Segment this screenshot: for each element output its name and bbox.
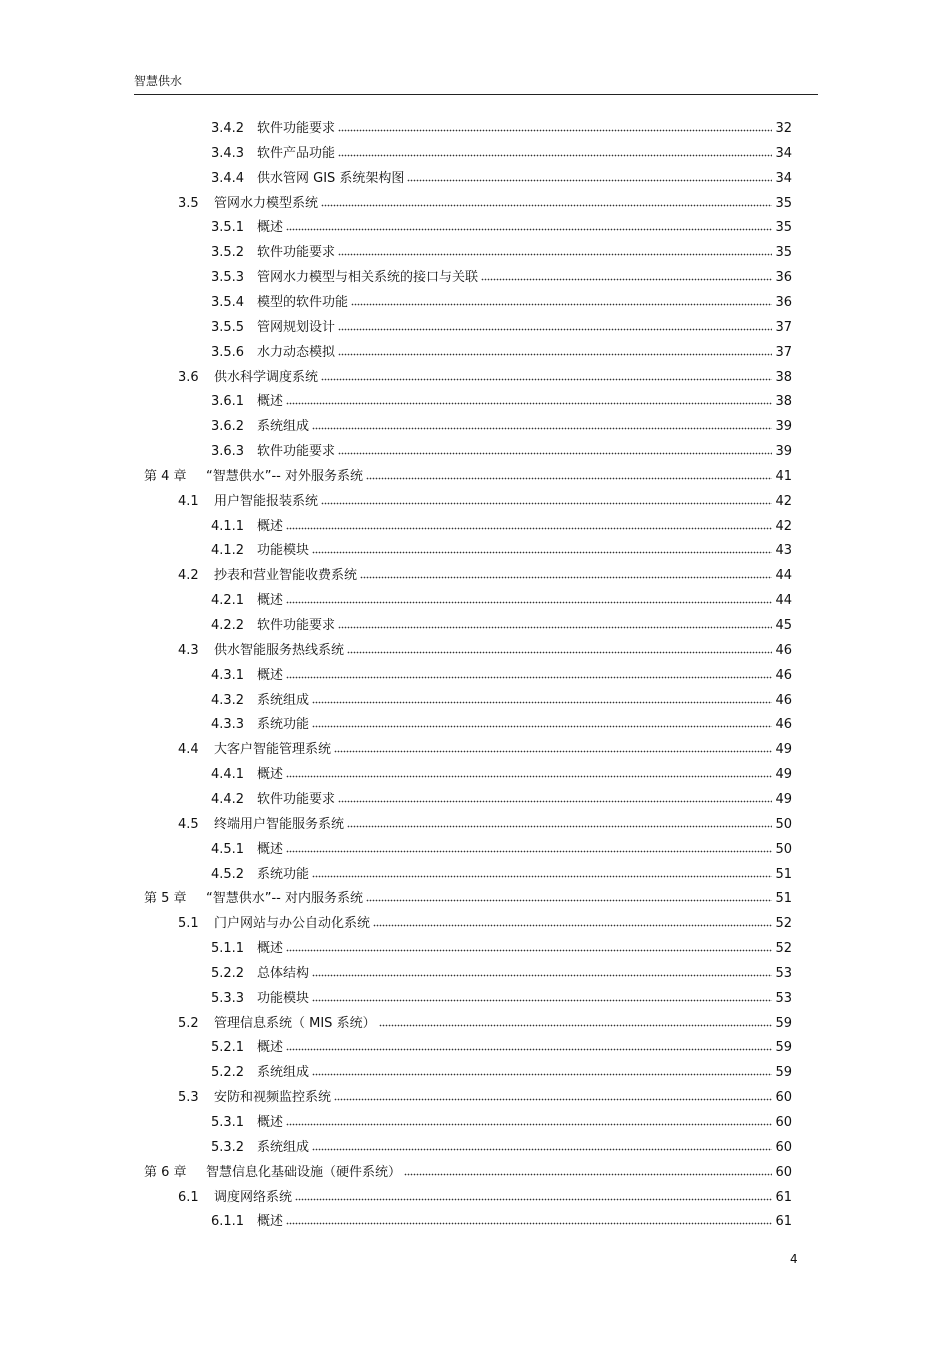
- toc-entry-number: 4.3.2: [211, 693, 245, 708]
- toc-entry-number: 第 5 章: [144, 891, 187, 906]
- toc-entry[interactable]: [144, 464, 792, 484]
- toc-dot-leader: [286, 1221, 772, 1225]
- toc-entry-title: 管网水力模型与相关系统的接口与关联: [257, 270, 479, 285]
- toc-entry-page: 49: [775, 767, 792, 782]
- toc-entry[interactable]: [211, 588, 792, 608]
- toc-entry-number: 3.5.4: [211, 295, 245, 310]
- toc-entry-page: 38: [775, 394, 792, 409]
- toc-entry-number: 第 6 章: [144, 1165, 187, 1180]
- toc-entry-title: 调度网络系统: [214, 1190, 293, 1205]
- toc-entry-number: 5.2: [178, 1016, 199, 1031]
- toc-entry-page: 50: [775, 842, 792, 857]
- toc-entry-title: 系统组成: [257, 693, 310, 708]
- toc-dot-leader: [338, 153, 772, 157]
- toc-entry-page: 34: [775, 146, 792, 161]
- toc-entry-page: 60: [775, 1165, 792, 1180]
- toc-dot-leader: [286, 227, 772, 231]
- toc-entry-page: 51: [775, 867, 792, 882]
- toc-entry[interactable]: [211, 862, 792, 882]
- toc-entry-number: 4.1: [178, 494, 199, 509]
- toc-entry-number: 4.4.2: [211, 792, 245, 807]
- toc-dot-leader: [312, 724, 772, 728]
- toc-entry-title: 功能模块: [257, 991, 310, 1006]
- toc-dot-leader: [481, 277, 772, 281]
- toc-entry-number: 4.5.1: [211, 842, 245, 857]
- toc-entry-page: 34: [775, 171, 792, 186]
- header-title: 智慧供水: [134, 74, 183, 88]
- toc-entry[interactable]: [144, 1160, 792, 1180]
- toc-entry-page: 42: [775, 494, 792, 509]
- toc-entry-page: 46: [775, 693, 792, 708]
- toc-entry-title: 管网水力模型系统: [214, 196, 319, 211]
- toc-entry[interactable]: [211, 1135, 792, 1155]
- toc-entry-number: 4.2.1: [211, 593, 245, 608]
- toc-entry[interactable]: [178, 365, 792, 385]
- toc-entry-title: 概述: [257, 842, 284, 857]
- toc-dot-leader: [286, 526, 772, 530]
- toc-entry-number: 4.2.2: [211, 618, 245, 633]
- toc-entry-title: 终端用户智能服务系统: [214, 817, 345, 832]
- toc-entry-number: 4.1.2: [211, 543, 245, 558]
- toc-entry-title: 系统组成: [257, 1065, 310, 1080]
- toc-entry-number: 6.1: [178, 1190, 199, 1205]
- toc-dot-leader: [286, 1047, 772, 1051]
- toc-dot-leader: [321, 501, 772, 505]
- toc-entry-page: 44: [775, 593, 792, 608]
- toc-dot-leader: [312, 426, 772, 430]
- toc-entry-page: 35: [775, 196, 792, 211]
- toc-entry-page: 59: [775, 1016, 792, 1031]
- toc-entry-title: 概述: [257, 519, 284, 534]
- toc-entry-title: 概述: [257, 1040, 284, 1055]
- toc-entry-page: 61: [775, 1214, 792, 1229]
- toc-entry-page: 46: [775, 643, 792, 658]
- toc-entry-page: 52: [775, 916, 792, 931]
- toc-entry-title: 概述: [257, 767, 284, 782]
- toc-entry-title: 系统功能: [257, 717, 310, 732]
- toc-entry-page: 60: [775, 1090, 792, 1105]
- toc-entry-title: 供水智能服务热线系统: [214, 643, 345, 658]
- toc-dot-leader: [338, 799, 772, 803]
- toc-entry-page: 44: [775, 568, 792, 583]
- toc-entry-number: 4.4: [178, 742, 199, 757]
- toc-entry-number: 5.3.3: [211, 991, 245, 1006]
- toc-entry-title: 系统组成: [257, 419, 310, 434]
- toc-dot-leader: [321, 203, 772, 207]
- toc-entry-page: 32: [775, 121, 792, 136]
- toc-entry-page: 38: [775, 370, 792, 385]
- toc-entry-number: 5.3.2: [211, 1140, 245, 1155]
- toc-dot-leader: [312, 700, 772, 704]
- toc-entry-page: 49: [775, 742, 792, 757]
- toc-entry-page: 36: [775, 270, 792, 285]
- toc-entry-title: 概述: [257, 941, 284, 956]
- toc-entry-number: 4.5: [178, 817, 199, 832]
- toc-dot-leader: [312, 874, 772, 878]
- toc-entry-page: 45: [775, 618, 792, 633]
- toc-entry-title: 系统功能: [257, 867, 310, 882]
- toc-dot-leader: [286, 849, 772, 853]
- toc-entry-number: 3.5.1: [211, 220, 245, 235]
- toc-entry-page: 35: [775, 220, 792, 235]
- toc-dot-leader: [286, 401, 772, 405]
- toc-entry-number: 6.1.1: [211, 1214, 245, 1229]
- toc-entry-title: 水力动态模拟: [257, 345, 336, 360]
- toc-dot-leader: [366, 898, 772, 902]
- toc-entry[interactable]: [178, 638, 792, 658]
- toc-entry-number: 5.2.1: [211, 1040, 245, 1055]
- toc-entry-title: 管理信息系统（ MIS 系统）: [214, 1016, 376, 1031]
- toc-entry[interactable]: [211, 613, 792, 633]
- toc-entry-number: 4.4.1: [211, 767, 245, 782]
- toc-entry-number: 4.2: [178, 568, 199, 583]
- toc-dot-leader: [312, 1147, 772, 1151]
- toc-entry-number: 3.6.3: [211, 444, 245, 459]
- toc-dot-leader: [347, 650, 772, 654]
- toc-entry-number: 3.6.2: [211, 419, 245, 434]
- toc-dot-leader: [338, 625, 772, 629]
- toc-entry[interactable]: [178, 812, 792, 832]
- toc-dot-leader: [312, 973, 772, 977]
- toc-entry-title: 概述: [257, 593, 284, 608]
- toc-dot-leader: [347, 824, 772, 828]
- toc-dot-leader: [286, 675, 772, 679]
- toc-dot-leader: [338, 128, 772, 132]
- toc-entry-title: 安防和视频监控系统: [214, 1090, 332, 1105]
- toc-entry[interactable]: [178, 911, 792, 931]
- toc-entry-page: 53: [775, 991, 792, 1006]
- toc-entry-number: 3.6.1: [211, 394, 245, 409]
- toc-entry[interactable]: [211, 762, 792, 782]
- toc-entry-title: “智慧供水”-- 对内服务系统: [206, 891, 363, 906]
- toc-entry-title: 软件功能要求: [257, 618, 336, 633]
- toc-entry-number: 3.5.3: [211, 270, 245, 285]
- toc-entry[interactable]: [211, 240, 792, 260]
- toc-entry-number: 3.4.4: [211, 171, 245, 186]
- toc-entry[interactable]: [211, 414, 792, 434]
- toc-dot-leader: [334, 1097, 772, 1101]
- toc-entry-page: 59: [775, 1065, 792, 1080]
- toc-entry-title: 总体结构: [257, 966, 310, 981]
- toc-entry-number: 5.1: [178, 916, 199, 931]
- toc-entry[interactable]: [211, 315, 792, 335]
- toc-entry[interactable]: [211, 1209, 792, 1229]
- toc-dot-leader: [338, 252, 772, 256]
- toc-dot-leader: [366, 476, 772, 480]
- page-number: 4: [790, 1252, 798, 1266]
- toc-entry-page: 52: [775, 941, 792, 956]
- toc-entry[interactable]: [211, 116, 792, 136]
- toc-dot-leader: [334, 749, 772, 753]
- toc-entry-page: 39: [775, 419, 792, 434]
- toc-entry[interactable]: [178, 1085, 792, 1105]
- toc-entry-page: 61: [775, 1190, 792, 1205]
- toc-entry-title: 概述: [257, 220, 284, 235]
- toc-dot-leader: [360, 575, 772, 579]
- toc-entry-page: 50: [775, 817, 792, 832]
- toc-entry[interactable]: [178, 489, 792, 509]
- toc-entry-number: 4.5.2: [211, 867, 245, 882]
- toc-entry-title: 软件功能要求: [257, 121, 336, 136]
- toc-entry-title: 概述: [257, 394, 284, 409]
- toc-entry-title: 模型的软件功能: [257, 295, 349, 310]
- toc-entry[interactable]: [211, 290, 792, 310]
- toc-dot-leader: [338, 352, 772, 356]
- toc-entry-number: 5.3: [178, 1090, 199, 1105]
- toc-entry-page: 43: [775, 543, 792, 558]
- toc-entry-page: 36: [775, 295, 792, 310]
- toc-entry-page: 59: [775, 1040, 792, 1055]
- toc-entry-title: 大客户智能管理系统: [214, 742, 332, 757]
- toc-entry[interactable]: [211, 1060, 792, 1080]
- toc-entry-title: 概述: [257, 1214, 284, 1229]
- toc-entry-title: 管网规划设计: [257, 320, 336, 335]
- toc-entry-number: 3.4.2: [211, 121, 245, 136]
- toc-entry-page: 51: [775, 891, 792, 906]
- toc-dot-leader: [351, 302, 772, 306]
- toc-entry[interactable]: [178, 191, 792, 211]
- toc-dot-leader: [286, 600, 772, 604]
- toc-entry[interactable]: [211, 439, 792, 459]
- toc-dot-leader: [286, 948, 772, 952]
- toc-entry-page: 46: [775, 668, 792, 683]
- toc-entry-title: 智慧信息化基础设施（硬件系统）: [206, 1165, 402, 1180]
- toc-dot-leader: [338, 451, 772, 455]
- toc-entry-page: 60: [775, 1140, 792, 1155]
- toc-dot-leader: [379, 1023, 773, 1027]
- toc-entry[interactable]: [178, 1185, 792, 1205]
- toc-entry-page: 49: [775, 792, 792, 807]
- toc-entry[interactable]: [211, 265, 792, 285]
- toc-entry[interactable]: [178, 563, 792, 583]
- toc-entry-number: 3.5.6: [211, 345, 245, 360]
- toc-entry-number: 5.2.2: [211, 1065, 245, 1080]
- toc-entry[interactable]: [211, 514, 792, 534]
- toc-dot-leader: [321, 377, 772, 381]
- toc-entry-page: 35: [775, 245, 792, 260]
- toc-entry-title: 软件功能要求: [257, 792, 336, 807]
- toc-dot-leader: [407, 178, 772, 182]
- toc-entry-title: 软件功能要求: [257, 245, 336, 260]
- toc-entry-number: 5.1.1: [211, 941, 245, 956]
- toc-entry-number: 3.6: [178, 370, 199, 385]
- toc-entry-page: 53: [775, 966, 792, 981]
- toc-entry[interactable]: [178, 737, 792, 757]
- toc-entry-number: 3.5.5: [211, 320, 245, 335]
- toc-entry-number: 5.3.1: [211, 1115, 245, 1130]
- toc-entry-title: 软件功能要求: [257, 444, 336, 459]
- toc-dot-leader: [404, 1172, 772, 1176]
- toc-dot-leader: [286, 774, 772, 778]
- toc-entry[interactable]: [211, 538, 792, 558]
- toc-entry-title: 概述: [257, 668, 284, 683]
- toc-dot-leader: [295, 1197, 772, 1201]
- toc-entry-page: 60: [775, 1115, 792, 1130]
- toc-dot-leader: [312, 998, 772, 1002]
- toc-entry-page: 46: [775, 717, 792, 732]
- toc-entry-number: 5.2.2: [211, 966, 245, 981]
- toc-entry[interactable]: [211, 936, 792, 956]
- toc-dot-leader: [373, 923, 772, 927]
- toc-entry-page: 37: [775, 345, 792, 360]
- toc-entry-number: 第 4 章: [144, 469, 187, 484]
- toc-dot-leader: [312, 1072, 772, 1076]
- toc-entry[interactable]: [211, 1110, 792, 1130]
- toc-entry-page: 37: [775, 320, 792, 335]
- toc-entry-page: 39: [775, 444, 792, 459]
- toc-entry-number: 4.3.3: [211, 717, 245, 732]
- toc-entry-title: 门户网站与办公自动化系统: [214, 916, 371, 931]
- toc-entry[interactable]: [211, 712, 792, 732]
- toc-entry-title: 抄表和营业智能收费系统: [214, 568, 358, 583]
- toc-entry-title: 系统组成: [257, 1140, 310, 1155]
- toc-dot-leader: [338, 327, 772, 331]
- toc-entry[interactable]: [144, 886, 792, 906]
- toc-entry-number: 4.3: [178, 643, 199, 658]
- toc-entry-title: 用户智能报装系统: [214, 494, 319, 509]
- toc-entry[interactable]: [211, 787, 792, 807]
- toc-entry[interactable]: [211, 837, 792, 857]
- toc-entry-number: 3.4.3: [211, 146, 245, 161]
- toc-entry[interactable]: [211, 215, 792, 235]
- toc-entry-title: 概述: [257, 1115, 284, 1130]
- toc-entry[interactable]: [211, 340, 792, 360]
- toc-entry-title: “智慧供水”-- 对外服务系统: [206, 469, 363, 484]
- toc-entry-page: 41: [775, 469, 792, 484]
- toc-entry[interactable]: [211, 688, 792, 708]
- toc-entry[interactable]: [211, 1035, 792, 1055]
- toc-entry-page: 42: [775, 519, 792, 534]
- toc-entry-number: 3.5: [178, 196, 199, 211]
- toc-entry[interactable]: [211, 663, 792, 683]
- toc-entry[interactable]: [211, 986, 792, 1006]
- toc-entry-title: 供水管网 GIS 系统架构图: [257, 171, 405, 186]
- toc-entry[interactable]: [211, 961, 792, 981]
- toc-entry[interactable]: [178, 1011, 792, 1031]
- toc-entry-number: 4.3.1: [211, 668, 245, 683]
- toc-entry[interactable]: [211, 166, 792, 186]
- toc-entry-number: 4.1.1: [211, 519, 245, 534]
- toc-entry-title: 软件产品功能: [257, 146, 336, 161]
- toc-entry-title: 供水科学调度系统: [214, 370, 319, 385]
- toc-entry[interactable]: [211, 389, 792, 409]
- toc-entry-number: 3.5.2: [211, 245, 245, 260]
- toc-entry[interactable]: [211, 141, 792, 161]
- toc-entry-title: 功能模块: [257, 543, 310, 558]
- toc-dot-leader: [286, 1122, 772, 1126]
- toc-dot-leader: [312, 550, 772, 554]
